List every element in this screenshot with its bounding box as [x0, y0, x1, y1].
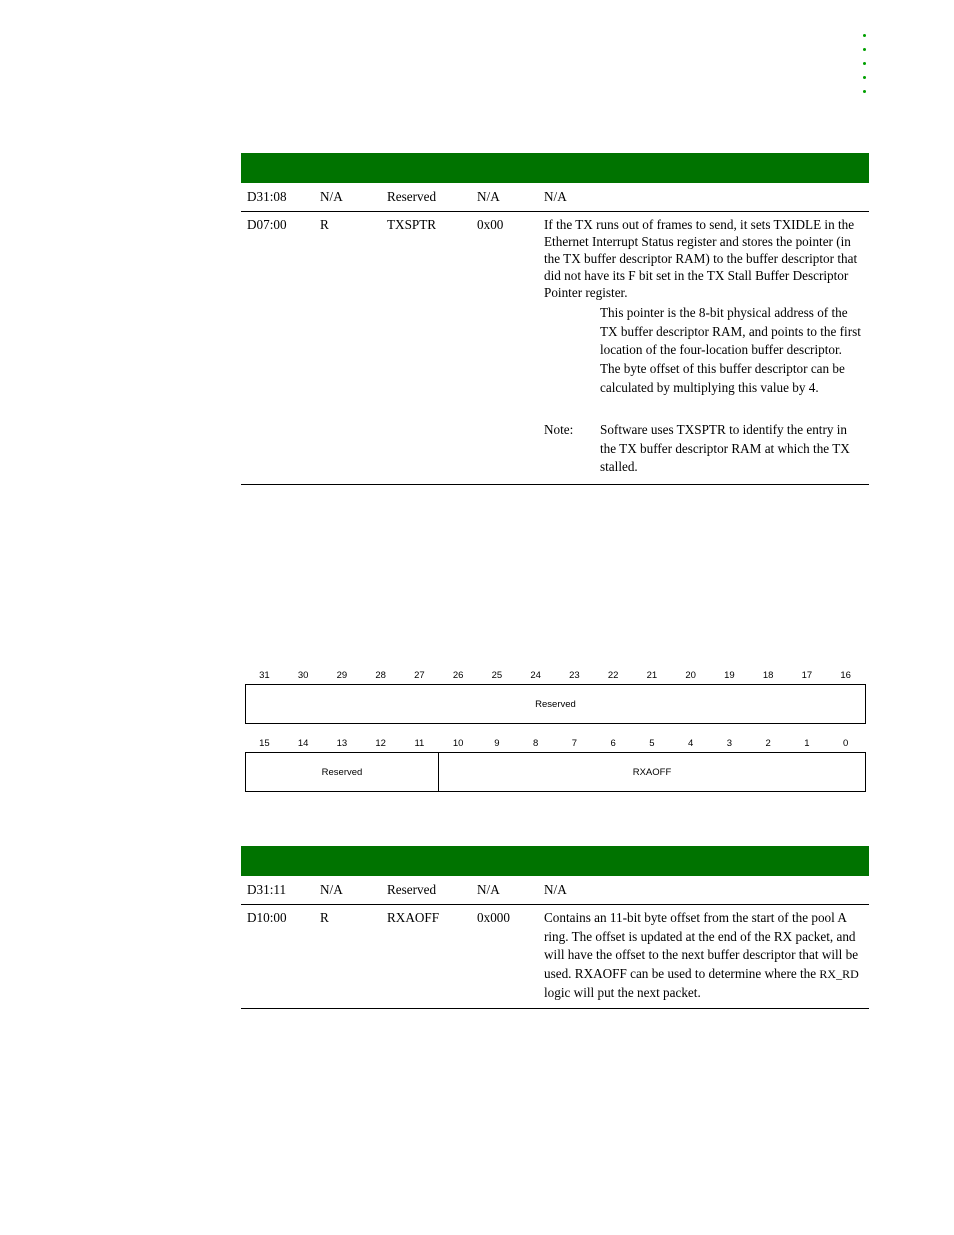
rxaoff-field: RXAOFF [438, 752, 866, 792]
bit-number: 4 [687, 738, 694, 749]
bit-number: 27 [414, 670, 425, 681]
table-row [241, 183, 869, 212]
bit-number: 21 [646, 670, 658, 681]
reset-cell: N/A [477, 882, 500, 897]
description-cell: N/A [544, 882, 567, 897]
access-cell: N/A [320, 189, 343, 204]
bit-number: 6 [610, 738, 616, 749]
bit-number: 25 [491, 670, 503, 681]
bit-number: 14 [297, 738, 309, 749]
table-row [241, 876, 869, 905]
table-row [241, 905, 869, 1009]
lower-reserved-field: Reserved [245, 752, 439, 792]
bit-number: 31 [259, 670, 270, 681]
table-header-bar [241, 846, 869, 876]
bit-number: 29 [336, 670, 348, 681]
bit-number: 23 [569, 670, 580, 681]
bits-cell: D31:11 [247, 882, 287, 897]
bit-number: 26 [452, 670, 464, 681]
description-text: logic will put the next packet. [544, 984, 701, 1000]
bit-number: 13 [336, 738, 348, 749]
lower-bit-numbers [245, 738, 865, 750]
description-cell: If the TX runs out of frames to send, it sets TXIDLE in the Ethernet Interrupt Status register and stores the pointer (in the TX buffer descriptor RAM) to the buffer descriptor that did not have its F bit set in the TX Stall Buffer Descriptor Pointer register. [544, 217, 858, 300]
bit-number: 18 [762, 670, 774, 681]
code-term: RX_RD [819, 967, 859, 982]
description-detail: This pointer is the 8-bit physical address of the TX buffer descriptor RAM, and points to the first location of the four-location buffer descriptor. The byte offset of this buffer descriptor can be calculated by multiplying this value by 4. [600, 305, 861, 395]
upper-bit-numbers [245, 670, 865, 682]
bit-number: 12 [375, 738, 386, 749]
margin-dots [863, 34, 869, 104]
bit-number: 2 [765, 738, 771, 749]
bit-number: 1 [804, 738, 810, 749]
bits-cell: D10:00 [247, 910, 287, 925]
bit-number: 7 [571, 738, 578, 749]
description-text: Contains an 11-bit byte offset from the start of the pool A ring. The offset is updated at the end of the RX packet, and will have the offset to the next buffer descriptor that will be used. RXAOFF can be used to determine where the [544, 910, 859, 982]
bit-number: 5 [649, 738, 655, 749]
access-cell: N/A [320, 882, 343, 897]
mnemonic-cell: TXSPTR [387, 217, 437, 232]
reset-cell: N/A [477, 189, 500, 204]
bit-number: 24 [530, 670, 541, 681]
bit-number: 16 [840, 670, 851, 681]
mnemonic-cell: Reserved [387, 882, 437, 897]
bit-number: 17 [801, 670, 813, 681]
mnemonic-cell: Reserved [387, 189, 437, 204]
note-text: Software uses TXSPTR to identify the entry in the TX buffer descriptor RAM at which the TX stalled. [600, 422, 850, 475]
bit-number: 10 [452, 738, 464, 749]
bit-number: 0 [842, 738, 849, 749]
bit-number: 28 [375, 670, 386, 681]
bit-number: 8 [532, 738, 539, 749]
bit-number: 19 [724, 670, 735, 681]
bit-number: 3 [726, 738, 733, 749]
upper-reserved-field: Reserved [245, 684, 866, 724]
register-table-2 [241, 846, 869, 1009]
note-label: Note: [544, 422, 574, 437]
mnemonic-cell: RXAOFF [387, 910, 440, 925]
bit-number: 15 [259, 738, 270, 749]
bit-number: 30 [297, 670, 309, 681]
bit-number: 20 [685, 670, 696, 681]
bit-number: 11 [414, 738, 425, 749]
description-cell [544, 909, 864, 1003]
table-header-bar [241, 153, 869, 183]
bits-cell: D07:00 [247, 217, 287, 232]
access-cell: R [320, 910, 329, 925]
bit-number: 22 [607, 670, 619, 681]
access-cell: R [320, 217, 329, 232]
bits-cell: D31:08 [247, 189, 287, 204]
register-table-1 [241, 153, 869, 485]
table-row [241, 212, 869, 485]
description-cell: N/A [544, 189, 567, 204]
reset-cell: 0x000 [477, 910, 510, 925]
bit-number: 9 [494, 738, 500, 749]
reset-cell: 0x00 [477, 217, 504, 232]
